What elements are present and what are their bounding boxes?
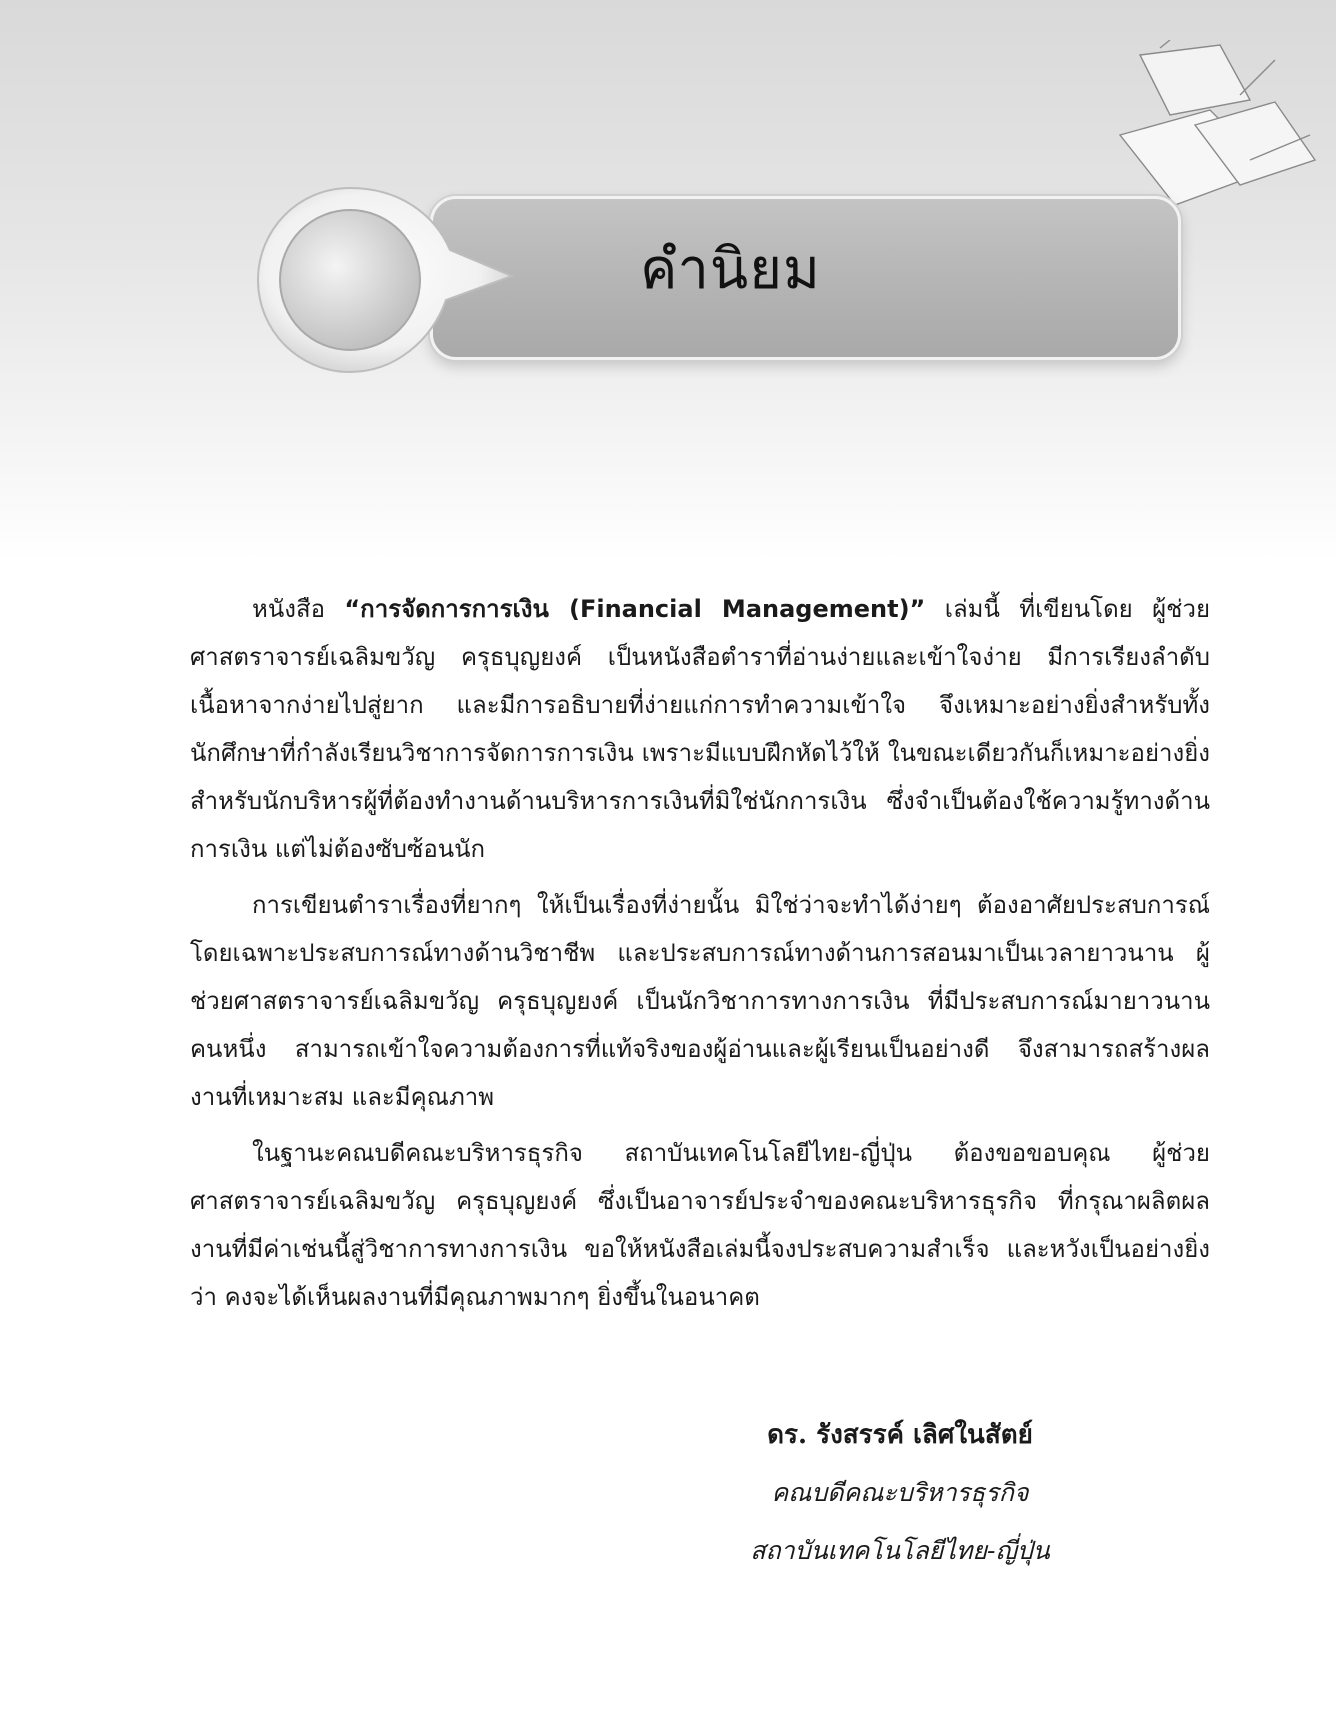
signer-name: ดร. รังสรรค์ เลิศในสัตย์ — [767, 1420, 1033, 1450]
paragraph-3: ในฐานะคณบดีคณะบริหารธุรกิจ สถาบันเทคโนโลยีไทย-ญี่ปุ่น ต้องขอขอบคุณ ผู้ช่วยศาสตราจารย์เฉลิมขวัญ ครุธบุญยงค์ ซึ่งเป็นอาจารย์ประจำของคณะบริหารธุรกิจ ที่กรุณาผลิตผลงานที่มีค่าเช่นนี้สู่วิชาการทางการเงิน ขอให้หนังสือเล่มนี้จงประสบความสำเร็จ และหวังเป็นอย่างยิ่งว่า คงจะได้เห็นผลงานที่มีคุณภาพมากๆ ยิ่งขึ้นในอนาคต — [190, 1139, 1210, 1311]
signer-institution: สถาบันเทคโนโลยีไทย-ญี่ปุ่น — [750, 1536, 1050, 1565]
foreword-body — [190, 585, 1210, 1329]
paragraph-1-text: เล่มนี้ ที่เขียนโดย ผู้ช่วยศาสตราจารย์เฉลิมขวัญ ครุธบุญยงค์ เป็นหนังสือตำราที่อ่านง่ายและเข้าใจง่าย มีการเรียงลำดับเนื้อหาจากง่ายไปสู่ยาก และมีการอธิบายที่ง่ายแก่การทำความเข้าใจ จึงเหมาะอย่างยิ่งสำหรับทั้งนักศึกษาที่กำลังเรียนวิชาการจัดการการเงิน เพราะมีแบบฝึกหัดไว้ให้ ในขณะเดียวกันก็เหมาะอย่างยิ่งสำหรับนักบริหารผู้ที่ต้องทำงานด้านบริหารการเงินที่มิใช่นักการเงิน ซึ่งจำเป็นต้องใช้ความรู้ทางด้านการเงิน แต่ไม่ต้องซับซ้อนนัก — [190, 595, 1211, 863]
speech-bubble-icon — [250, 180, 580, 380]
book-title: “การจัดการการเงิน (Financial Management)” — [344, 595, 926, 623]
paragraph-1-intro: หนังสือ — [252, 595, 345, 623]
paragraph-2: การเขียนตำราเรื่องที่ยากๆ ให้เป็นเรื่องที่ง่ายนั้น มิใช่ว่าจะทำได้ง่ายๆ ต้องอาศัยประสบการณ์โดยเฉพาะประสบการณ์ทางด้านวิชาชีพ และประสบการณ์ทางด้านการสอนมาเป็นเวลายาวนาน ผู้ช่วยศาสตราจารย์เฉลิมขวัญ ครุธบุญยงค์ เป็นนักวิชาการทางการเงิน ที่มีประสบการณ์มายาวนานคนหนึ่ง สามารถเข้าใจความต้องการที่แท้จริงของผู้อ่านและผู้เรียนเป็นอย่างดี จึงสามารถสร้างผลงานที่เหมาะสม และมีคุณภาพ — [190, 891, 1210, 1111]
signature-block — [700, 1406, 1100, 1580]
page-title: คำนิยม — [640, 237, 821, 302]
title-banner — [250, 180, 1190, 380]
signer-position: คณบดีคณะบริหารธุรกิจ — [771, 1478, 1029, 1507]
paragraph-1 — [190, 585, 1210, 873]
